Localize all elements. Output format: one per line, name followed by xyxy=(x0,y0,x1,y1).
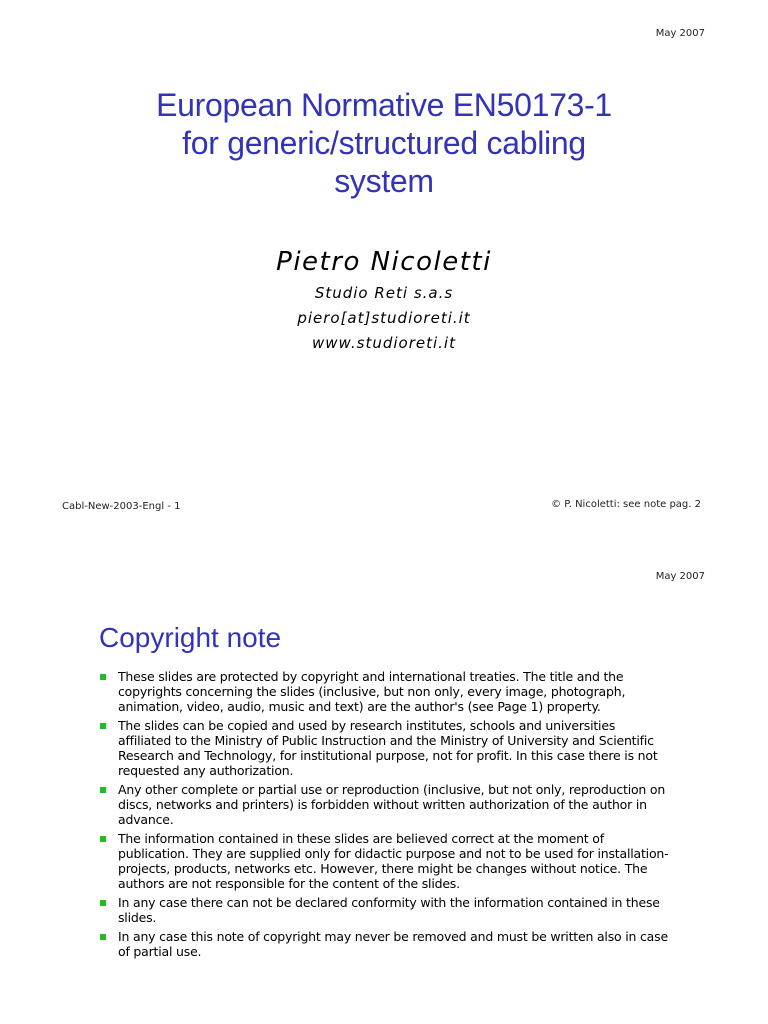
list-item-text: The slides can be copied and used by research institutes, schools and universities affiliated to the Ministry of Public Instruction and the Ministry of University and Scientific Research and Technology, for institutional purpose, not for profit. In this case there is not requested any authorization. xyxy=(118,718,658,778)
list-item-text: These slides are protected by copyright and international treaties. The title and the copyrights concerning the slides (inclusive, but non only, every image, photograph, animation, video, audio, music and text) are the author's (see Page 1) property. xyxy=(118,669,626,714)
list-item xyxy=(100,929,670,959)
copyright-bullet-list xyxy=(100,669,670,963)
list-item xyxy=(100,718,670,778)
list-item xyxy=(100,782,670,827)
list-item xyxy=(100,669,670,714)
list-item-text: Any other complete or partial use or reproduction (inclusive, but not only, reproduction on discs, networks and printers) is forbidden without written authorization of the author in advance. xyxy=(118,782,666,827)
square-bullet-icon xyxy=(100,934,106,940)
title-line: European Normative EN50173-1 xyxy=(156,87,612,123)
list-item xyxy=(100,895,670,925)
title-line: for generic/structured cabling xyxy=(182,125,586,161)
list-item xyxy=(100,831,670,891)
slide-date: May 2007 xyxy=(655,571,705,582)
square-bullet-icon xyxy=(100,900,106,906)
square-bullet-icon xyxy=(100,787,106,793)
list-item-text: In any case there can not be declared conformity with the information contained in these slides. xyxy=(118,895,660,925)
slide-footer-code: Cabl-New-2003-Engl - 1 xyxy=(62,501,181,512)
author-website: www.studioreti.it xyxy=(312,334,456,352)
square-bullet-icon xyxy=(100,674,106,680)
square-bullet-icon xyxy=(100,836,106,842)
square-bullet-icon xyxy=(100,723,106,729)
slide-title xyxy=(60,86,708,200)
list-item-text: The information contained in these slides are believed correct at the moment of publication. They are supplied only for didactic purpose and not to be used for installation-projects, products, networks etc. However, there might be changes without notice. The authors are not responsible for the content of the slides. xyxy=(118,831,669,891)
list-item-text: In any case this note of copyright may never be removed and must be written also in case of partial use. xyxy=(118,929,668,959)
section-heading: Copyright note xyxy=(99,622,282,653)
title-line: system xyxy=(334,163,434,199)
slide-date: May 2007 xyxy=(655,28,705,39)
author-name: Pietro Nicoletti xyxy=(276,247,492,277)
author-email: piero[at]studioreti.it xyxy=(297,309,471,327)
slide-footer-copyright: © P. Nicoletti: see note pag. 2 xyxy=(551,499,701,510)
company-name: Studio Reti s.a.s xyxy=(314,284,454,302)
